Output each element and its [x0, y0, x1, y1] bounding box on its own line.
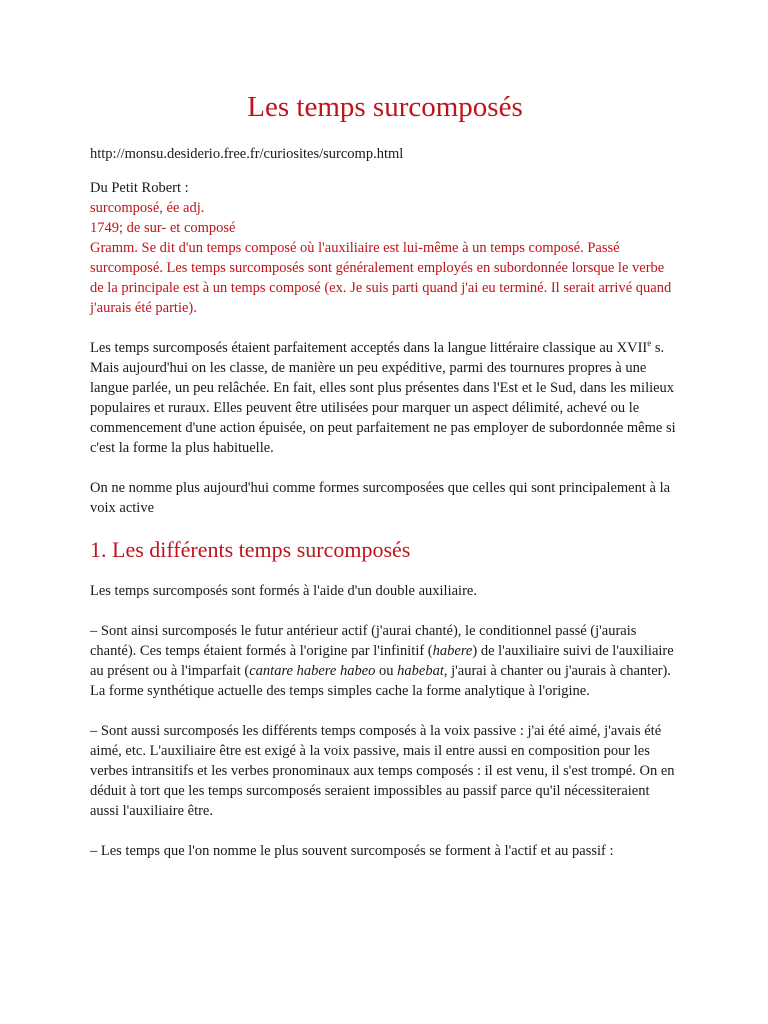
- document-title: Les temps surcomposés: [247, 91, 523, 123]
- century-superscript: e: [647, 338, 652, 349]
- section-intro: Les temps surcomposés sont formés à l'aide d'un double auxiliaire.: [90, 583, 477, 599]
- latin-term: cantare habere habeo: [249, 663, 376, 679]
- section-item-future-conditional: [90, 621, 680, 701]
- item-text: ou: [375, 663, 398, 679]
- source-url: http://monsu.desiderio.free.fr/curiosites/surcomp.html: [90, 146, 404, 162]
- dictionary-headword: surcomposé, ée adj.: [90, 200, 205, 216]
- section-item-common-forms: – Les temps que l'on nomme le plus souvent surcomposés se forment à l'actif et au passif :: [90, 843, 614, 859]
- latin-term: habere: [432, 643, 473, 659]
- item-text: – Sont ainsi surcomposés le futur antérieur actif (j'aurai chanté), le conditionnel passé (j'aurais chanté). Ces temps étaient formés à l'origine par l'infinitif (: [90, 623, 637, 659]
- body-paragraph-active-voice: On ne nomme plus aujourd'hui comme formes surcomposées que celles qui sont principalement à la voix active: [90, 480, 671, 516]
- item-text: , j'aurai à chanter ou j'aurais à chanter). La forme synthétique actuelle des temps simples cache la forme analytique à l'origine.: [90, 663, 671, 699]
- section-heading: 1. Les différents temps surcomposés: [90, 537, 411, 562]
- body-paragraph-history: [90, 338, 680, 458]
- paragraph-text: s. Mais aujourd'hui on les classe, de manière un peu expéditive, parmi des tournures propres à une langue parlée, un peu relâchée. En fait, elles sont plus présentes dans l'Est et le Sud, dans les milieux populaires et ruraux. Elles peuvent être utilisées pour marquer un aspect délimité, achevé ou le commencement d'une action épuisée, on peut parfaitement ne pas employer de subordonnée même si c'est la forme la plus habituelle.: [90, 340, 676, 456]
- paragraph-text: Les temps surcomposés étaient parfaitement acceptés dans la langue littéraire classique au XVII: [90, 340, 648, 356]
- item-text: ) de l'auxiliaire suivi de l'auxiliaire au présent ou à l'imparfait (: [90, 643, 674, 679]
- latin-term: habebat: [397, 663, 444, 679]
- dictionary-etymology: 1749; de sur- et composé: [90, 220, 236, 236]
- dictionary-source-label: Du Petit Robert :: [90, 180, 189, 196]
- dictionary-definition: Gramm. Se dit d'un temps composé où l'auxiliaire est lui-même à un temps composé. Passé surcomposé. Les temps surcomposés sont généralement employés en subordonnée lorsque le verbe de la principale est à un temps composé (ex. Je suis parti quand j'ai eu terminé. Il serait arrivé quand j'aurais été partie).: [90, 240, 672, 316]
- section-item-passive-voice: – Sont aussi surcomposés les différents temps composés à la voix passive : j'ai été aimé, j'avais été aimé, etc. L'auxiliaire être est exigé à la voix passive, mais il entre aussi en composition pour les verbes intransitifs et les verbes pronominaux aux temps composés : il est venu, il s'est trompé. On en déduit à tort que les temps surcomposés seraient impossibles au passif parce qu'il nécessiteraient aussi l'auxiliaire être.: [90, 723, 675, 819]
